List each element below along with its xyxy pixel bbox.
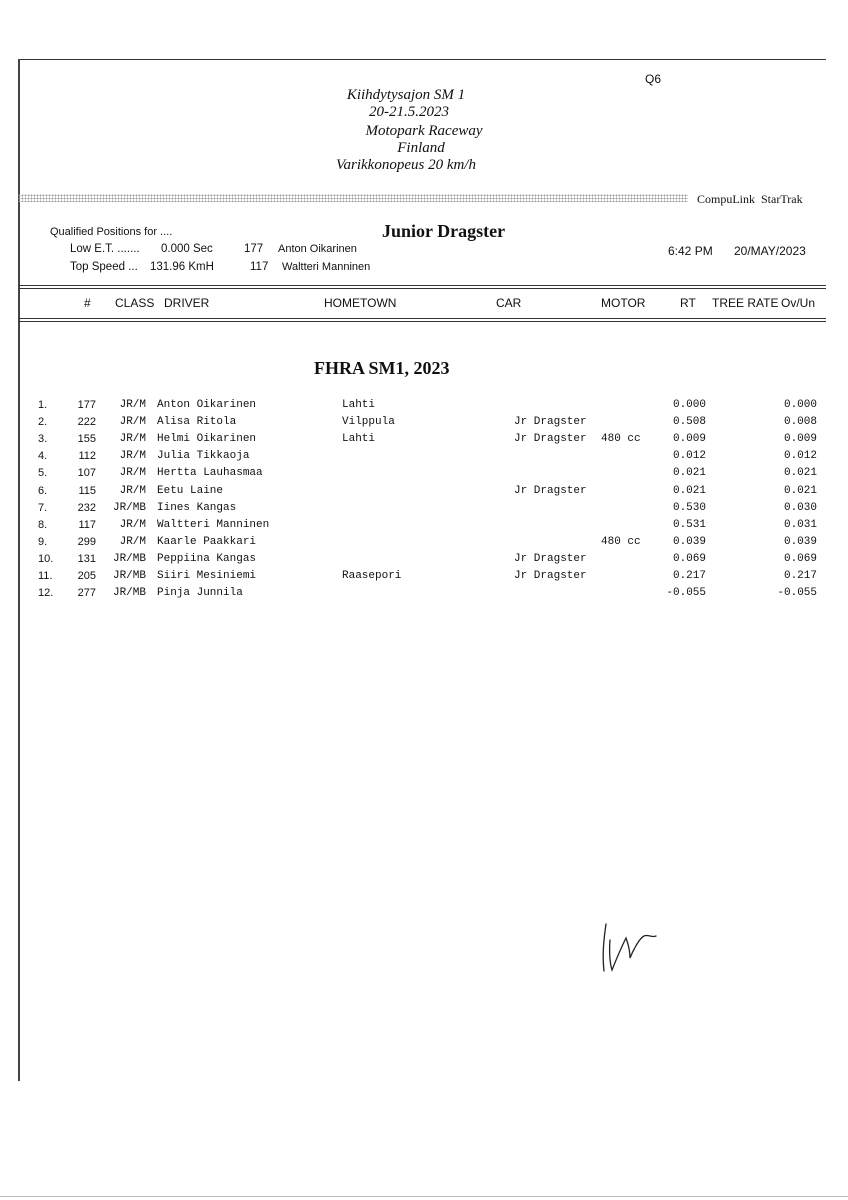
row-car-number: 232 [77, 501, 96, 514]
row-driver: Iines Kangas [157, 501, 237, 514]
row-car: Jr Dragster [514, 416, 587, 429]
table-row [0, 536, 848, 553]
table-row [0, 416, 848, 433]
row-ov-un: 0.012 [783, 450, 817, 463]
row-ov-un: 0.000 [783, 399, 817, 411]
event-venue: Motopark Raceway [365, 123, 483, 139]
row-driver: Waltteri Manninen [157, 518, 270, 531]
row-class: JR/MB [112, 587, 146, 600]
row-car-number: 222 [77, 416, 96, 429]
row-driver: Anton Oikarinen [157, 399, 257, 411]
row-car-number: 277 [77, 587, 96, 600]
row-rt: 0.021 [672, 467, 706, 480]
row-rt: 0.012 [672, 450, 706, 463]
low-et-value: 0.000 Sec [161, 243, 213, 255]
row-car-number: 112 [78, 450, 96, 463]
row-position: 10. [38, 552, 54, 565]
row-ov-un: 0.217 [783, 570, 817, 582]
row-rt: 0.531 [672, 518, 706, 531]
row-position: 5. [38, 467, 48, 480]
row-rt: 0.217 [672, 570, 706, 582]
row-ov-un: 0.031 [783, 518, 817, 531]
top-speed-label: Top Speed ... [70, 261, 138, 273]
col-hometown: HOMETOWN [324, 296, 397, 310]
report-date: 20/MAY/2023 [734, 244, 806, 258]
row-driver: Alisa Ritola [157, 416, 237, 429]
header-rule-top [18, 285, 826, 286]
header-rule-top-2 [18, 288, 826, 289]
row-rt: -0.055 [666, 587, 706, 600]
row-class: JR/M [119, 535, 146, 548]
system-brand: CompuLink StarTrak [697, 192, 803, 206]
table-row [0, 553, 848, 570]
row-driver: Eetu Laine [157, 484, 224, 497]
header-rule-bottom [18, 318, 826, 319]
row-driver: Kaarle Paakkari [157, 535, 257, 548]
row-position: 2. [38, 416, 48, 429]
row-ov-un: 0.021 [783, 484, 817, 497]
header-rule-bottom-2 [18, 321, 826, 322]
row-car-number: 131 [77, 552, 96, 565]
top-speed-car: 117 [250, 261, 269, 273]
top-speed-value: 131.96 KmH [150, 261, 214, 273]
row-position: 7. [38, 501, 48, 514]
row-car-number: 115 [78, 484, 96, 497]
row-class: JR/M [119, 433, 146, 446]
event-pit-speed: Varikkonopeus 20 km/h [336, 157, 476, 173]
row-driver: Hertta Lauhasmaa [157, 467, 263, 480]
row-rt: 0.069 [672, 552, 706, 565]
row-car-number: 177 [77, 399, 96, 411]
bottom-rule [0, 1196, 848, 1197]
row-ov-un: 0.069 [783, 552, 817, 565]
row-class: JR/M [119, 399, 146, 411]
low-et-driver: Anton Oikarinen [278, 243, 357, 255]
row-position: 12. [38, 587, 54, 600]
table-row [0, 570, 848, 587]
qualified-label: Qualified Positions for .... [50, 226, 173, 238]
row-driver: Peppiina Kangas [157, 552, 257, 565]
row-rt: 0.000 [672, 399, 706, 411]
signature [596, 916, 660, 976]
col-driver: DRIVER [164, 296, 210, 310]
row-ov-un: 0.008 [783, 416, 817, 429]
table-row [0, 450, 848, 467]
row-class: JR/MB [112, 552, 146, 565]
table-row [0, 467, 848, 484]
row-car: Jr Dragster [514, 484, 587, 497]
row-hometown: Vilppula [342, 416, 395, 429]
col-rt: RT [680, 296, 696, 310]
col-class: CLASS [115, 296, 155, 310]
qualifier-label: Q6 [645, 72, 662, 86]
row-rt: 0.039 [672, 535, 706, 548]
low-et-label: Low E.T. ....... [70, 243, 140, 255]
row-car-number: 299 [77, 535, 96, 548]
row-position: 11. [38, 570, 53, 582]
report-time: 6:42 PM [668, 244, 713, 258]
row-rt: 0.530 [672, 501, 706, 514]
low-et-car: 177 [244, 243, 264, 255]
col-num: # [84, 296, 91, 310]
table-row [0, 519, 848, 536]
row-class: JR/M [119, 416, 146, 429]
col-car: CAR [496, 296, 522, 310]
row-position: 8. [38, 518, 48, 531]
row-rt: 0.508 [672, 416, 706, 429]
row-class: JR/M [119, 484, 146, 497]
table-row [0, 485, 848, 502]
dotted-separator [18, 194, 688, 202]
event-dates: 20-21.5.2023 [369, 104, 449, 120]
row-hometown: Raasepori [342, 570, 402, 582]
row-motor: 480 cc [601, 535, 641, 548]
row-position: 6. [38, 484, 48, 497]
row-car: Jr Dragster [514, 433, 587, 446]
event-country: Finland [397, 140, 445, 156]
row-car-number: 107 [77, 467, 96, 480]
row-driver: Siiri Mesiniemi [157, 570, 257, 582]
row-class: JR/M [119, 467, 146, 480]
row-class: JR/M [119, 450, 146, 463]
table-row [0, 433, 848, 450]
row-ov-un: 0.039 [783, 535, 817, 548]
row-car: Jr Dragster [514, 552, 587, 565]
row-hometown: Lahti [342, 433, 376, 446]
col-ov-un: Ov/Un [781, 296, 816, 310]
row-ov-un: 0.009 [783, 433, 817, 446]
row-position: 3. [38, 433, 48, 446]
table-row [0, 399, 848, 416]
row-class: JR/MB [112, 570, 146, 582]
top-border [18, 59, 826, 60]
row-rt: 0.021 [672, 484, 706, 497]
class-title: Junior Dragster [382, 221, 506, 241]
row-driver: Helmi Oikarinen [157, 433, 257, 446]
top-speed-driver: Waltteri Manninen [282, 261, 371, 273]
event-name: Kiihdytysajon SM 1 [346, 87, 466, 103]
col-tree-rate: TREE RATE [712, 296, 779, 310]
row-driver: Julia Tikkaoja [157, 450, 250, 463]
row-hometown: Lahti [342, 399, 376, 411]
row-ov-un: 0.030 [783, 501, 817, 514]
row-ov-un: -0.055 [777, 587, 817, 600]
row-car-number: 117 [78, 518, 96, 531]
row-car-number: 155 [77, 433, 96, 446]
row-car: Jr Dragster [514, 570, 587, 582]
row-position: 4. [38, 450, 48, 463]
row-class: JR/MB [112, 501, 146, 514]
row-position: 9. [38, 535, 48, 548]
row-ov-un: 0.021 [783, 467, 817, 480]
row-car-number: 205 [77, 570, 96, 582]
col-motor: MOTOR [601, 296, 646, 310]
row-position: 1. [38, 399, 48, 411]
table-row [0, 587, 848, 604]
row-driver: Pinja Junnila [157, 587, 243, 600]
row-rt: 0.009 [672, 433, 706, 446]
row-class: JR/M [119, 518, 146, 531]
section-title: FHRA SM1, 2023 [314, 358, 450, 378]
table-row [0, 502, 848, 519]
row-motor: 480 cc [601, 433, 641, 446]
